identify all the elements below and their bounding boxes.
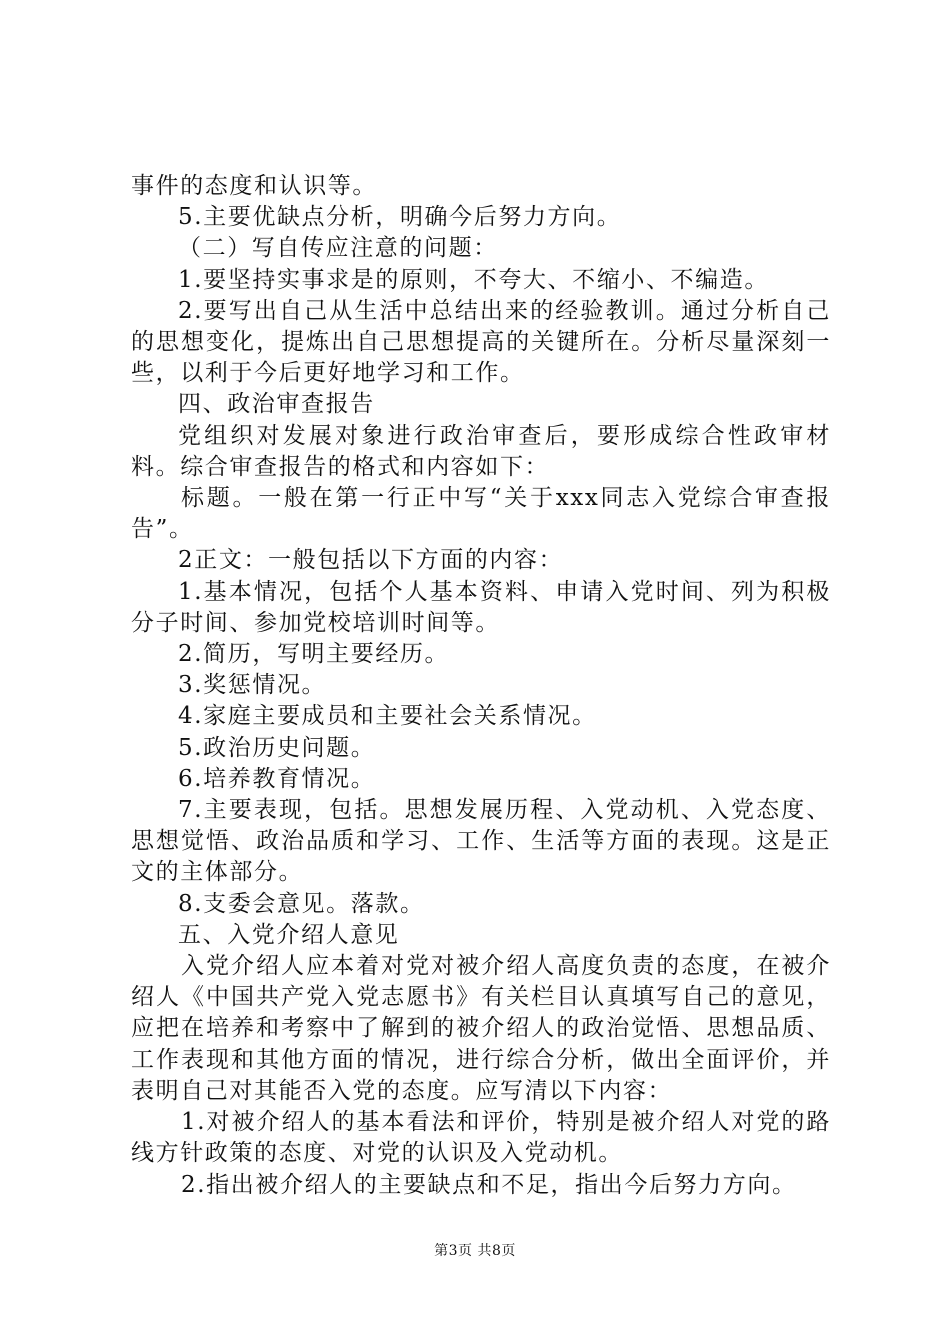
paragraph-13: 4.家庭主要成员和主要社会关系情况。 bbox=[178, 703, 597, 730]
document-body bbox=[131, 171, 831, 1201]
paragraph-16: 7.主要表现，包括。思想发展历程、入党动机、入党态度、思想觉悟、政治品质和学习、工作、生活等方面的表现。这是正文的主体部分。 bbox=[131, 797, 831, 886]
paragraph-9: 2正文：一般包括以下方面的内容： bbox=[178, 547, 564, 574]
paragraph-8: 标题。一般在第一行正中写“关于xxx同志入党综合审查报告”。 bbox=[131, 485, 831, 543]
paragraph-4: 1.要坚持实事求是的原则，不夸大、不缩小、不编造。 bbox=[178, 266, 769, 293]
paragraph-17: 8.支委会意见。落款。 bbox=[178, 890, 425, 917]
paragraph-15: 6.培养教育情况。 bbox=[178, 765, 376, 792]
paragraph-5: 2.要写出自己从生活中总结出来的经验教训。通过分析自己的思想变化，提炼出自己思想提高的关键所在。分析尽量深刻一些，以利于今后更好地学习和工作。 bbox=[131, 297, 831, 387]
paragraph-7: 党组织对发展对象进行政治审查后，要形成综合性政审材料。综合审查报告的格式和内容如下： bbox=[131, 422, 831, 480]
section-heading-political-review: 四、政治审查报告 bbox=[178, 391, 375, 418]
paragraph-14: 5.政治历史问题。 bbox=[178, 734, 376, 761]
section-heading-autobiography-notes: （二）写自传应注意的问题： bbox=[178, 235, 498, 262]
paragraph-21: 2.指出被介绍人的主要缺点和不足，指出今后努力方向。 bbox=[181, 1171, 797, 1198]
paragraph-19: 入党介绍人应本着对党对被介绍人高度负责的态度，在被介绍人《中国共产党入党志愿书》有关栏目认真填写自己的意见，应把在培养和考察中了解到的被介绍人的政治觉悟、思想品质、工作表现和其他方面的情况，进行综合分析，做出全面评价，并表明自己对其能否入党的态度。应写清以下内容： bbox=[131, 953, 831, 1104]
section-heading-introducer-opinion: 五、入党介绍人意见 bbox=[178, 921, 400, 948]
paragraph-11: 2.简历，写明主要经历。 bbox=[178, 641, 450, 668]
page-number-footer: 第3页 共8页 bbox=[434, 1243, 516, 1259]
paragraph-10: 1.基本情况，包括个人基本资料、申请入党时间、列为积极分子时间、参加党校培训时间等。 bbox=[131, 578, 831, 636]
paragraph-1: 事件的态度和认识等。 bbox=[131, 173, 377, 199]
paragraph-20: 1.对被介绍人的基本看法和评价，特别是被介绍人对党的路线方针政策的态度、对党的认识及入党动机。 bbox=[131, 1109, 831, 1167]
paragraph-2: 5.主要优缺点分析，明确今后努力方向。 bbox=[178, 204, 622, 231]
paragraph-12: 3.奖惩情况。 bbox=[178, 672, 327, 699]
